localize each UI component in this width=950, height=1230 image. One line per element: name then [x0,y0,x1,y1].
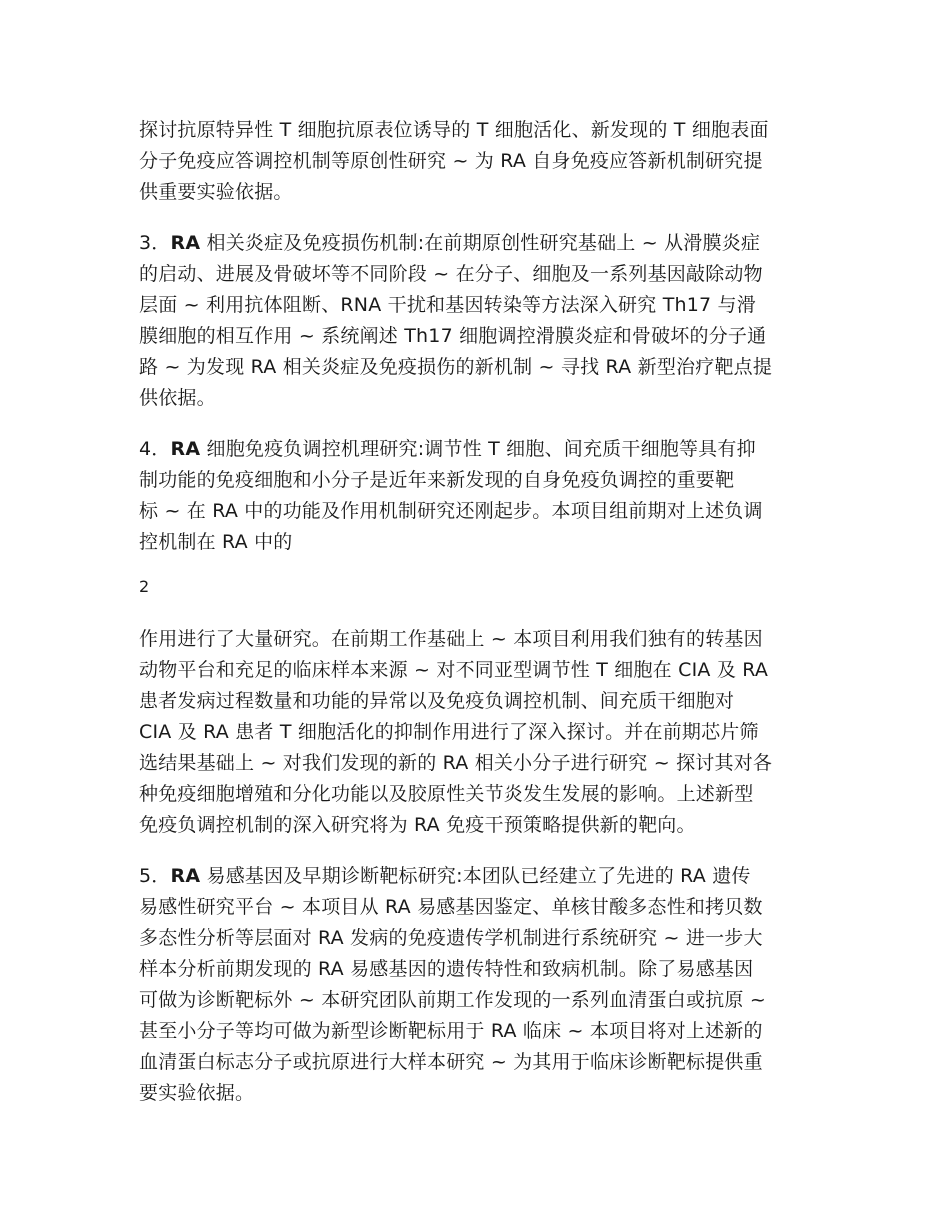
section-4-number: 4． [139,438,171,460]
section-3-heading-line [139,230,760,256]
section-3-first-line-text: 相关炎症及免疫损伤机制:在前期原创性研究基础上 ~ 从滑膜炎症 [200,232,761,254]
section-3-line-4: 膜细胞的相互作用 ~ 系统阐述 Th17 细胞调控滑膜炎症和骨破坏的分子通 [139,325,767,347]
paragraph-1-line-1: 探讨抗原特异性 T 细胞抗原表位诱导的 T 细胞活化、新发现的 T 细胞表面 [139,119,769,141]
section-4-line-3: 标 ~ 在 RA 中的功能及作用机制研究还刚起步。本项目组前期对上述负调 [139,500,763,522]
section-4-line-4: 控机制在 RA 中的 [139,531,293,553]
paragraph-cont-line-1: 作用进行了大量研究。在前期工作基础上 ~ 本项目利用我们独有的转基因 [139,628,763,650]
paragraph-cont-line-7: 免疫负调控机制的深入研究将为 RA 免疫干预策略提供新的靶向。 [139,814,696,836]
paragraph-cont-line-6: 种免疫细胞增殖和分化功能以及胶原性关节炎发生发展的影响。上述新型 [139,783,754,805]
section-5-line-2: 易感性研究平台 ~ 本项目从 RA 易感基因鉴定、单核甘酸多态性和拷贝数 [139,896,763,918]
paragraph-cont-line-3: 患者发病过程数量和功能的异常以及免疫负调控机制、间充质干细胞对 [139,690,735,712]
section-3-line-5: 路 ~ 为发现 RA 相关炎症及免疫损伤的新机制 ~ 寻找 RA 新型治疗靶点提 [139,356,773,378]
section-5-label: RA [170,865,201,887]
section-3-number: 3． [139,232,171,254]
section-4-heading-line [139,436,756,462]
section-5-line-6: 甚至小分子等均可做为新型诊断靶标用于 RA 临床 ~ 本项目将对上述新的 [139,1020,763,1042]
section-4-label: RA [170,438,201,460]
section-3-label: RA [170,232,201,254]
paragraph-cont-line-2: 动物平台和充足的临床样本来源 ~ 对不同亚型调节性 T 细胞在 CIA 及 RA [139,659,769,681]
section-5-number: 5． [139,865,171,887]
section-5-line-3: 多态性分析等层面对 RA 发病的免疫遗传学机制进行系统研究 ~ 进一步大 [139,927,763,949]
paragraph-cont-line-5: 选结果基础上 ~ 对我们发现的新的 RA 相关小分子进行研究 ~ 探讨其对各 [139,752,773,774]
section-5-line-8: 要实验依据。 [139,1082,255,1104]
section-3-line-6: 供依据。 [139,387,216,409]
section-5-heading-line [139,863,751,889]
section-5-line-5: 可做为诊断靶标外 ~ 本研究团队前期工作发现的一系列血清蛋白或抗原 ~ [139,989,766,1011]
section-4-first-line-text: 细胞免疫负调控机理研究:调节性 T 细胞、间充质干细胞等具有抑 [200,438,756,460]
paragraph-1-line-3: 供重要实验依据。 [139,181,293,203]
section-5-line-4: 样本分析前期发现的 RA 易感基因的遗传特性和致病机制。除了易感基因 [139,958,754,980]
section-5-first-line-text: 易感基因及早期诊断靶标研究:本团队已经建立了先进的 RA 遗传 [200,865,751,887]
page-number: 2 [139,577,150,596]
section-3-line-3: 层面 ~ 利用抗体阻断、RNA 干扰和基因转染等方法深入研究 Th17 与滑 [139,294,756,316]
section-4-line-2: 制功能的免疫细胞和小分子是近年来新发现的自身免疫负调控的重要靶 [139,469,735,491]
section-5-line-7: 血清蛋白标志分子或抗原进行大样本研究 ~ 为其用于临床诊断靶标提供重 [139,1051,763,1073]
paragraph-cont-line-4: CIA 及 RA 患者 T 细胞活化的抑制作用进行了深入探讨。并在前期芯片筛 [139,721,759,743]
section-3-line-2: 的启动、进展及骨破坏等不同阶段 ~ 在分子、细胞及一系列基因敲除动物 [139,263,763,285]
paragraph-1-line-2: 分子免疫应答调控机制等原创性研究 ~ 为 RA 自身免疫应答新机制研究提 [139,150,763,172]
